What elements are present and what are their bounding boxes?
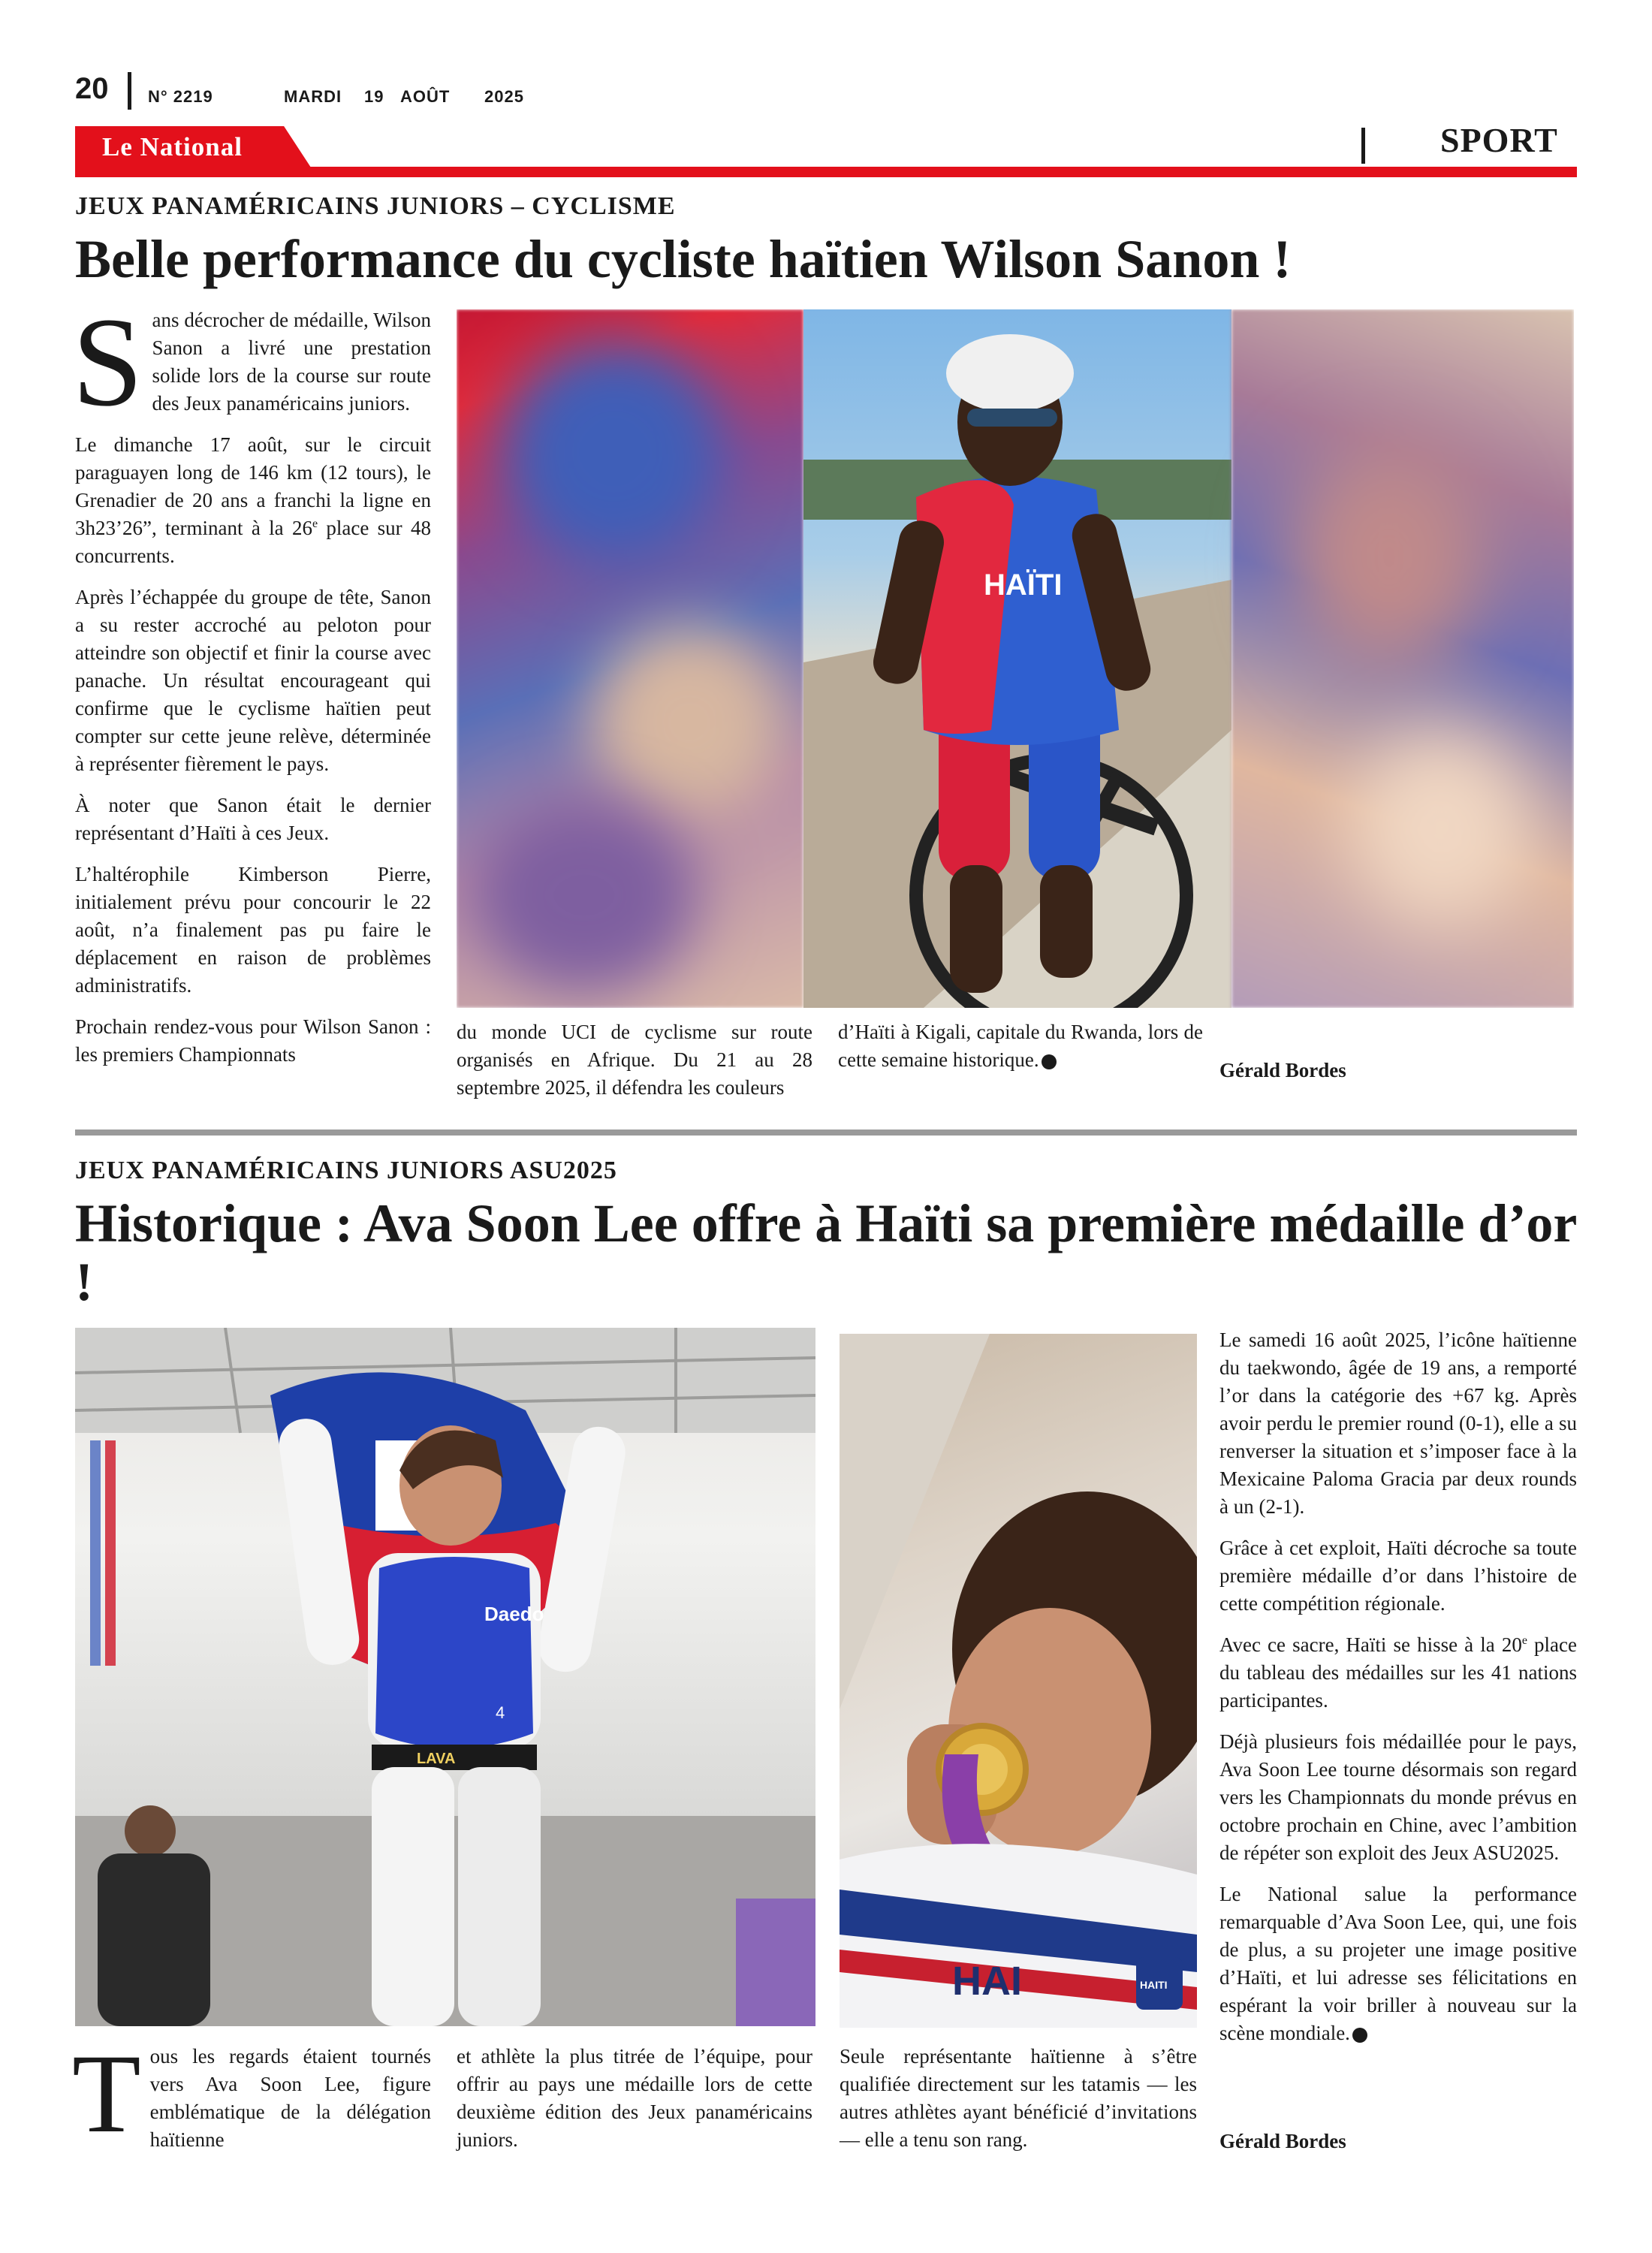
article1-paragraph-6: Prochain rendez-vous pour Wilson Sanon : les premiers Championnats (75, 1015, 431, 1066)
article1-ordinal-sup: e (312, 517, 318, 530)
header-day: MARDI (284, 87, 342, 106)
article2-paragraph-2: et athlète la plus titrée de l’équipe, pour offrir au pays une médaille lors de cette deuxième édition des Jeux panaméricains juniors. (457, 2045, 812, 2151)
photo-blurred-left (457, 309, 803, 1008)
article1-kicker: JEUX PANAMÉRICAINS JUNIORS – CYCLISME (75, 192, 676, 220)
article2-column-right (1219, 1326, 1577, 2047)
header-date-day: 19 (364, 87, 384, 106)
article1-byline: Gérald Bordes (1219, 1059, 1346, 1081)
article1-paragraph-3: Après l’échappée du groupe de tête, Sanon a su rester accroché au peloton pour atteindre son objectif et finir la course avec panache. Un résultat encourageant qui confirme que le cyclisme haïtien peut compter sur cette jeune relève, déterminée à représenter fièrement le pays. (75, 586, 431, 775)
article2-column-2 (457, 2043, 812, 2154)
article2-column-1 (72, 2031, 431, 2156)
header-year: 2025 (484, 87, 524, 106)
article2-paragraph-1: ous les regards étaient tournés vers Ava Soon Lee, figure emblématique de la délégation haïtienne (149, 2045, 431, 2151)
section-label: SPORT (1440, 121, 1558, 159)
gold-medal-photo (840, 1334, 1197, 2028)
article2-right-paragraph-3a: Avec ce sacre, Haïti se hisse à la 20 (1219, 1633, 1522, 1656)
article1-column-1 (72, 291, 432, 1069)
article2-dropcap: T (72, 2031, 141, 2156)
header-red-rule (75, 167, 1577, 177)
issue-number: N° 2219 (148, 87, 213, 106)
article1-paragraph-2a: Le dimanche 17 août, sur le circuit paraguayen long de 146 km (12 tours), le Grenadier de 20 ans a franchi la ligne en 3h23’26”, terminant à la 26 (75, 433, 431, 539)
article2-right-paragraph-4: Déjà plusieurs fois médaillée pour le pays, Ava Soon Lee tourne désormais son regard vers les Championnats du monde prévus en octobre prochain en Chine, avec l’ambition de répéter son exploit des Jeux ASU2025. (1219, 1730, 1577, 1864)
article2-byline: Gérald Bordes (1219, 2130, 1346, 2152)
cyclist-jersey-text: HAÏTI (984, 569, 1063, 602)
photo-cyclist (803, 309, 1231, 1008)
page-number: 20 (75, 72, 109, 105)
section-divider (1361, 128, 1365, 164)
article1-headline: Belle performance du cycliste haïtien Wilson Sanon ! (75, 229, 1292, 289)
article1-paragraph-8: d’Haïti à Kigali, capitale du Rwanda, lors de cette semaine historique. (838, 1021, 1203, 1071)
article2-right-paragraph-2: Grâce à cet exploit, Haïti décroche sa toute première médaille d’or dans l’histoire de cette compétition régionale. (1219, 1537, 1577, 1615)
cyclist-photo (457, 309, 1574, 1008)
article2-right-paragraph-1: Le samedi 16 août 2025, l’icône haïtienne du taekwondo, âgée de 19 ans, a remporté l’or dans la catégorie des +67 kg. Après avoir perdu le premier round (0-1), elle a su renverser la situation et s’imposer face à la Mexicaine Paloma Gracia par deux rounds à un (2-1). (1219, 1329, 1577, 1518)
shirt-badge-text: HAITI (1140, 1979, 1168, 1991)
article1-paragraph-5: L’haltérophile Kimberson Pierre, initialement prévu pour concourir le 22 août, n’a finalement pas pu faire le déplacement en raison de problèmes administratifs. (75, 863, 431, 997)
photo-blurred-right (1231, 309, 1574, 1008)
medal-illustration (840, 1334, 1197, 2028)
article1-column-3 (838, 1018, 1203, 1074)
article1-paragraph-1: ans décrocher de médaille, Wilson Sanon a livré une prestation solide lors de la course sur route des Jeux panaméricains juniors. (152, 309, 431, 415)
belt-name-text: LAVA (417, 1751, 456, 1767)
taekwondo-illustration (75, 1328, 815, 2026)
header-divider (128, 72, 131, 110)
article2-kicker: JEUX PANAMÉRICAINS JUNIORS ASU2025 (75, 1157, 617, 1184)
vest-brand-text: Daedo (484, 1603, 544, 1625)
vest-number-text: 4 (496, 1703, 505, 1722)
article2-column-3 (840, 2043, 1197, 2154)
article1-paragraph-4: À noter que Sanon était le dernier représentant d’Haïti à ces Jeux. (75, 794, 431, 844)
article2-ordinal-sup: e (1521, 1634, 1527, 1647)
taekwondo-celebration-photo (75, 1328, 815, 2026)
article2-right-paragraph-5: Le National salue la performance remarquable d’Ava Soon Lee, qui, une fois de plus, a su projeter une image positive d’Haïti, et lui adresse ses félicitations en espérant la voir briller à nouveau sur la scène mondiale. (1219, 1883, 1577, 2044)
publication-name: Le National (102, 132, 243, 161)
article1-paragraph-7: du monde UCI de cyclisme sur route organisés en Afrique. Du 21 au 28 septembre 2025, il défendra les couleurs (457, 1021, 812, 1099)
article1-column-2 (457, 1018, 812, 1102)
article1-paragraph-2b: place sur 48 concurrents. (75, 517, 432, 567)
end-mark-icon (1352, 2028, 1367, 2043)
article2-paragraph-3: Seule représentante haïtienne à s’être qualifiée directement sur les tatamis — les autres athlètes ayant bénéficié d’invitations — elle a tenu son rang. (840, 2045, 1197, 2151)
article1-dropcap: S (72, 291, 143, 433)
shirt-text: HAI (952, 1959, 1022, 2004)
article-separator (75, 1130, 1577, 1136)
article2-headline: Historique : Ava Soon Lee offre à Haïti sa première médaille d’or ! (75, 1193, 1577, 1312)
article2-right-paragraph-3b: place du tableau des médailles sur les 41 nations participantes. (1219, 1633, 1578, 1712)
end-mark-icon (1042, 1054, 1057, 1069)
header-month: AOÛT (400, 87, 451, 106)
cyclist-illustration (803, 309, 1231, 1008)
